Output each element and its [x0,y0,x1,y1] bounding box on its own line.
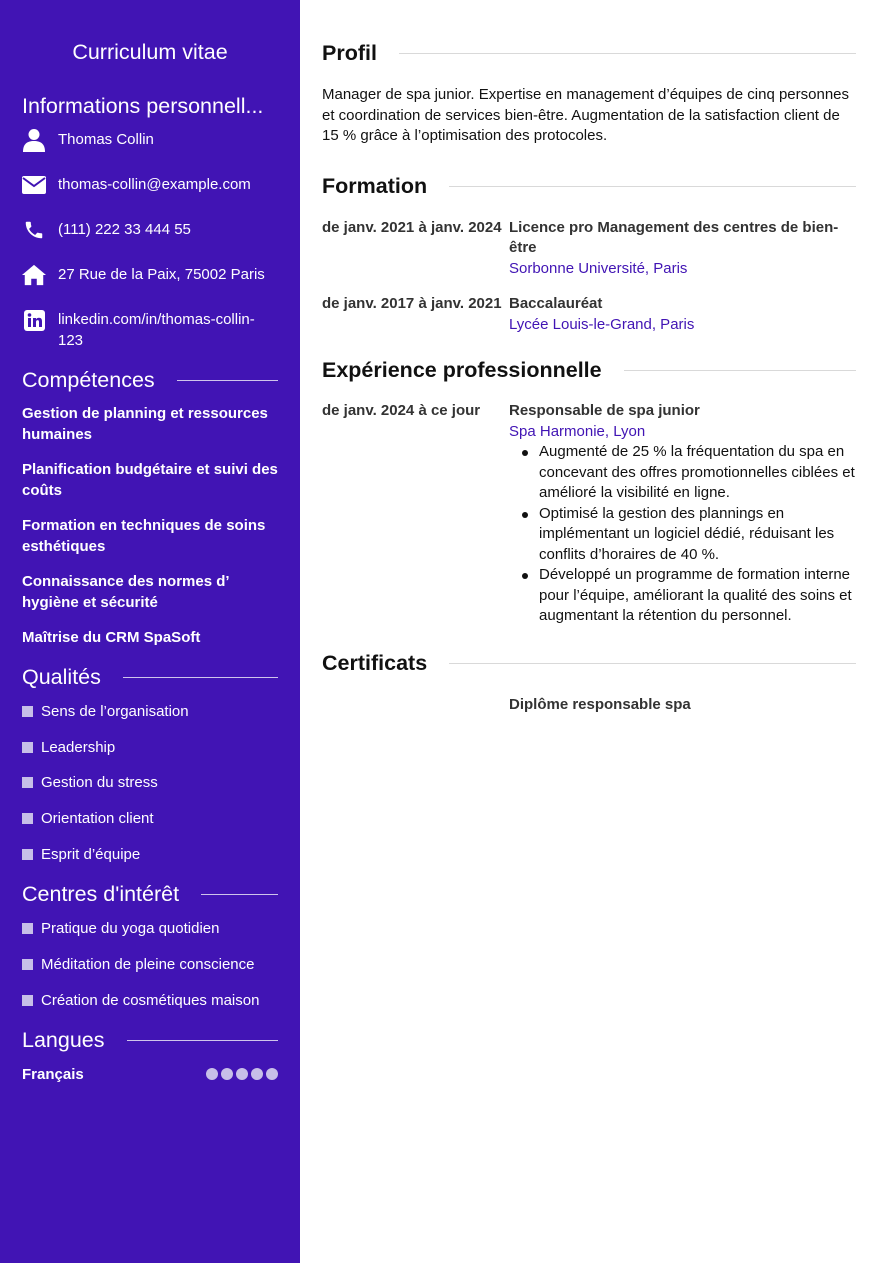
square-bullet-icon [22,849,33,860]
quality-item [22,808,278,829]
certificates-title: Certificats [322,651,428,675]
info-linkedin[interactable]: linkedin.com/in/thomas-collin-123 [58,311,255,349]
qualities-heading [22,662,278,692]
info-linkedin-row [22,308,278,353]
skills-divider [177,380,278,381]
education-heading [322,173,856,201]
experience-body [509,401,856,627]
quality-item [22,701,278,722]
square-bullet-icon [22,995,33,1006]
education-title: Formation [322,174,428,198]
education-school: Lycée Louis-le-Grand, Paris [509,315,695,333]
user-icon [22,128,46,152]
education-date: de janv. 2021 à janv. 2024 [322,218,502,236]
level-dot-icon [266,1068,278,1080]
achievement-item: Augmenté de 25 % la fréquentation du spa en concevant des offres promotionnelles ciblées et amélioré la visibilité en ligne. [509,442,856,504]
quality-label: Orientation client [41,810,154,828]
personal-info-list [22,128,278,353]
skill-item: Maîtrise du CRM SpaSoft [22,629,201,646]
profile-heading [322,39,856,67]
envelope-icon [22,173,46,197]
certificate-entry [322,695,856,716]
interest-item [22,954,278,975]
certificates-divider [449,663,856,664]
qualities-list [22,701,278,865]
info-address-row [22,263,278,308]
profile-title: Profil [322,40,377,65]
level-dot-icon [236,1068,248,1080]
skills-list [22,403,278,648]
experience-company: Spa Harmonie, Lyon [509,422,646,440]
interests-list [22,918,278,1010]
experience-achievements [509,442,856,627]
quality-label: Esprit d’équipe [41,845,141,863]
language-level-dots [203,1068,278,1080]
experience-heading [322,356,856,384]
experience-divider [624,370,856,371]
info-phone: (111) 222 33 444 55 [58,221,191,238]
square-bullet-icon [22,706,33,717]
info-name-row [22,128,278,173]
level-dot-icon [206,1068,218,1080]
square-bullet-icon [22,742,33,753]
level-dot-icon [221,1068,233,1080]
main-content [300,0,893,1263]
certificate-body [509,695,856,716]
info-name: Thomas Collin [58,131,154,148]
qualities-title: Qualités [22,664,101,689]
interests-title: Centres d'intérêt [22,881,180,906]
certificates-heading [322,650,856,678]
education-degree: Baccalauréat [509,295,603,312]
quality-label: Sens de l’organisation [41,703,189,720]
square-bullet-icon [22,923,33,934]
skill-item: Planification budgétaire et suivi des coûts [22,461,278,499]
education-divider [449,186,856,187]
certificate-title: Diplôme responsable spa [509,695,691,713]
education-date: de janv. 2017 à janv. 2021 [322,295,502,312]
education-body [509,294,856,335]
experience-role: Responsable de spa junior [509,402,700,419]
quality-item [22,772,278,793]
cv-title: Curriculum vitae [72,40,228,64]
quality-item [22,737,278,758]
phone-icon [22,218,46,242]
home-icon [22,263,46,287]
achievement-item: Développé un programme de formation interne pour l’équipe, améliorant la qualité des soins et augmentant la rétention du personnel. [509,565,856,627]
education-entry [322,294,856,335]
interest-item [22,918,278,939]
skill-item: Connaissance des normes d’ hygiène et sécurité [22,573,229,611]
skills-title: Compétences [22,367,155,392]
square-bullet-icon [22,813,33,824]
square-bullet-icon [22,777,33,788]
skills-heading [22,365,278,395]
level-dot-icon [251,1068,263,1080]
profile-divider [399,53,856,54]
linkedin-icon [22,308,46,332]
square-bullet-icon [22,959,33,970]
qualities-divider [123,677,278,678]
info-email[interactable]: thomas-collin@example.com [58,176,251,193]
language-name: Français [22,1065,84,1083]
info-email-row [22,173,278,218]
interest-label: Pratique du yoga quotidien [41,920,220,938]
experience-entry [322,401,856,627]
experience-title: Expérience professionnelle [322,357,602,382]
languages-title: Langues [22,1028,105,1052]
interests-divider [201,894,278,895]
interests-heading [22,879,278,909]
certificate-date [322,695,509,716]
languages-divider [127,1040,279,1041]
interest-label: Création de cosmétiques maison [41,991,260,1009]
quality-item [22,844,278,865]
language-row [22,1066,278,1083]
interest-item [22,990,278,1011]
languages-heading [22,1026,278,1056]
experience-date: de janv. 2024 à ce jour [322,402,481,419]
profile-text: Manager de spa junior. Expertise en management d’équipes de cinq personnes et coordination de services bien-être. Augmentation de la satisfaction client de 15 % grâce à l’optimisation des protocoles. [322,86,850,144]
interest-label: Méditation de pleine conscience [41,956,255,974]
education-degree: Licence pro Management des centres de bien-être [509,218,839,256]
sidebar [0,0,300,1263]
skill-item: Formation en techniques de soins esthétiques [22,517,266,555]
quality-label: Leadership [41,738,116,756]
education-entry [322,218,856,280]
achievement-item: Optimisé la gestion des plannings en implémentant un logiciel dédié, réduisant les conflits d’horaires de 40 %. [509,504,856,566]
info-address: 27 Rue de la Paix, 75002 Paris [58,266,265,283]
info-phone-row [22,218,278,263]
personal-info-title: Informations personnell... [22,94,264,118]
quality-label: Gestion du stress [41,774,158,792]
education-school: Sorbonne Université, Paris [509,259,688,277]
skill-item: Gestion de planning et ressources humaines [22,405,268,443]
education-body [509,218,856,280]
